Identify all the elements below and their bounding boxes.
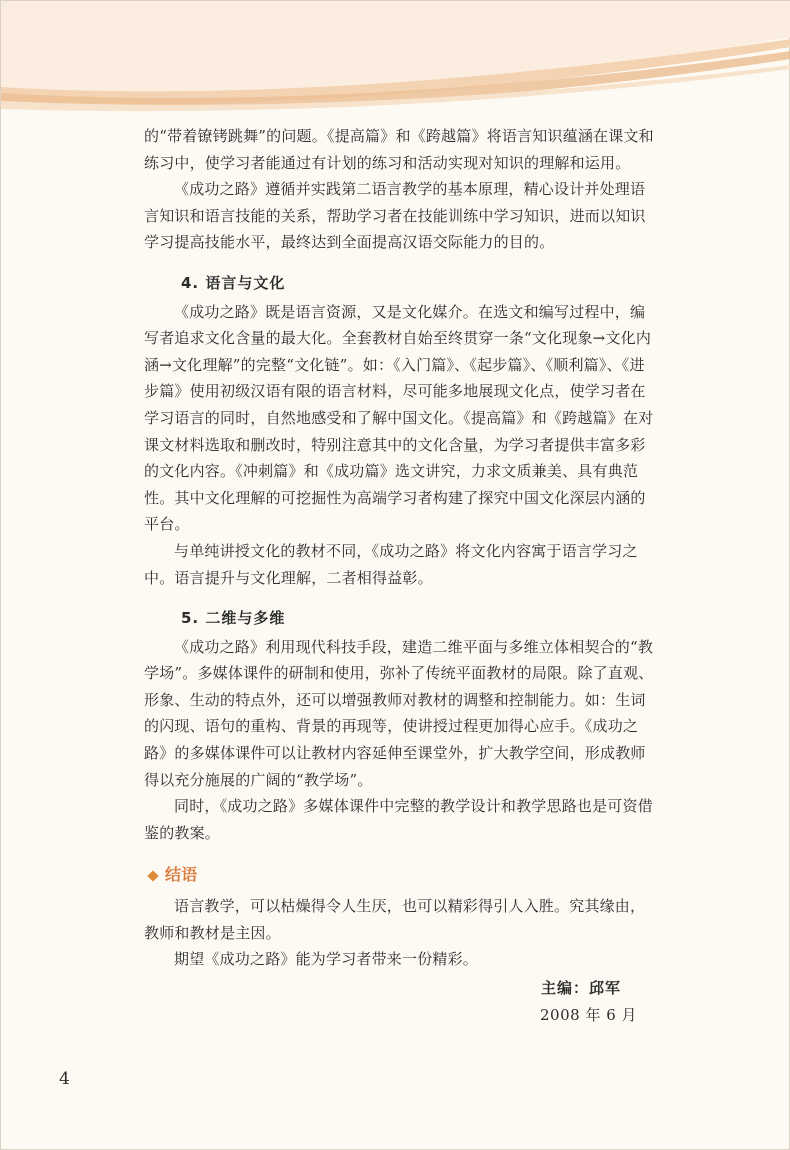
paragraph-expectation: 期望《成功之路》能为学习者带来一份精彩。 xyxy=(174,950,479,969)
paragraph-culture-summary: 与单纯讲授文化的教材不同，《成功之路》将文化内容寓于语言学习之中。语言提升与文化理解，二者相得益彰。 xyxy=(144,541,638,587)
paragraph-culture: 《成功之路》既是语言资源，又是文化媒介。在选文和编写过程中，编写者追求文化含量的最大化。全套教材自始至终贯穿一条“文化现象→文化内涵→文化理解”的完整“文化链”。如：《入门篇》、《起步篇》、《顺利篇》、《进步篇》使用初级汉语有限的语言材料，尽可能多地展现文化点，使学习者在学习语言的同时，自然地感受和了解中国文化。《提高篇》和《跨越篇》在对课文材料选取和删改时，特别注意其中的文化含量，为学习者提供丰富多彩的文化内容。《冲刺篇》和《成功篇》选文讲究，力求文质兼美、具有典范性。其中文化理解的可挖掘性为高端学习者构建了探究中国文化深层内涵的平台。 xyxy=(144,302,654,534)
paragraph-principles: 《成功之路》遵循并实践第二语言教学的基本原理，精心设计并处理语言知识和语言技能的关系，帮助学习者在技能训练中学习知识，进而以知识学习提高技能水平，最终达到全面提高汉语交际能力的目的。 xyxy=(144,180,646,252)
paragraph-teaching-plan: 同时，《成功之路》多媒体课件中完整的教学设计和教学思路也是可资借鉴的教案。 xyxy=(144,797,653,842)
decorative-header-band xyxy=(1,1,790,111)
section-heading-multidimensional: 5. 二维与多维 xyxy=(181,609,286,628)
conclusion-heading xyxy=(149,862,654,889)
paragraph-multimedia: 《成功之路》利用现代科技手段，建造二维平面与多维立体相契合的“教学场”。多媒体课件的研制和使用，弥补了传统平面教材的局限。除了直观、形象、生动的特点外，还可以增强教师对教材的调整和控制能力。如：生词的闪现、语句的重构、背景的再现等，使讲授过程更加得心应手。《成功之路》的多媒体课件可以让教材内容延伸至课堂外，扩大教学空间，形成教师得以充分施展的广阔的“教学场”。 xyxy=(144,637,654,789)
paragraph-continuation: 的“带着镣铐跳舞”的问题。《提高篇》和《跨越篇》将语言知识蕴涵在课文和练习中，使学习者能通过有计划的练习和活动实现对知识的理解和运用。 xyxy=(144,127,654,172)
paragraph-conclusion: 语言教学，可以枯燥得令人生厌，也可以精彩得引人入胜。究其缘由，教师和教材是主因。 xyxy=(144,897,646,942)
editor-signature: 主编：邱军 xyxy=(541,979,622,997)
page-number: 4 xyxy=(59,1069,70,1089)
page-content xyxy=(144,123,654,973)
diamond-icon xyxy=(147,870,158,881)
conclusion-title: 结语 xyxy=(165,865,198,885)
signature-date: 2008 年 6 月 xyxy=(540,1006,638,1024)
section-heading-language-culture: 4. 语言与文化 xyxy=(181,273,286,292)
